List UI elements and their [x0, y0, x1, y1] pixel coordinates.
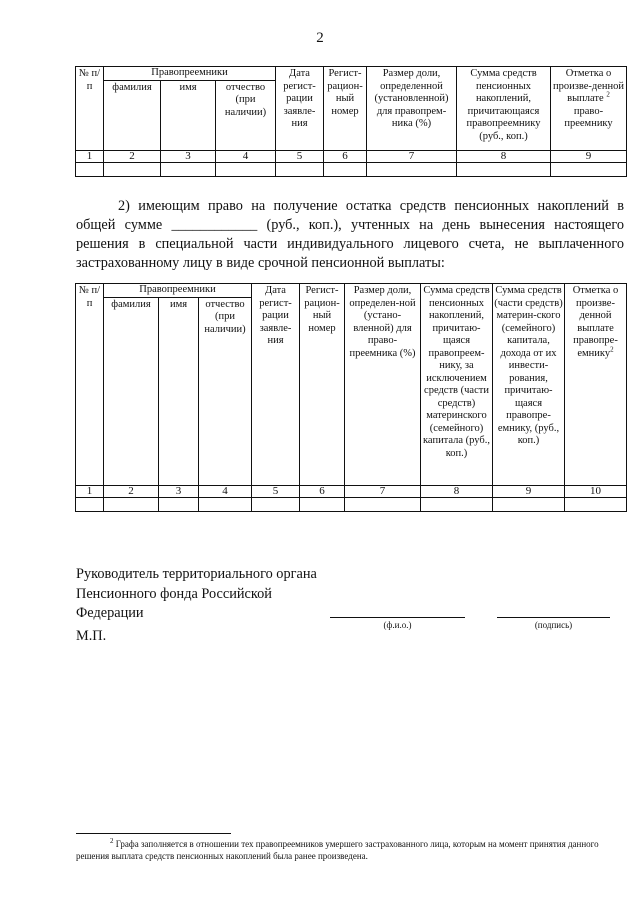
sum-blank: ____________	[171, 217, 258, 233]
column-number: 9	[551, 150, 627, 162]
empty-cell	[76, 497, 104, 511]
header-successors: Правопреемники	[104, 284, 252, 298]
footnote-divider	[76, 833, 231, 834]
header-sum: Сумма средств пенсионных накоплений, причитающаяся правопреемнику (руб., коп.)	[457, 67, 551, 151]
column-number: 3	[161, 150, 216, 162]
signatory-title-line-2: Пенсионного фонда Российской	[76, 585, 272, 602]
fio-caption: (ф.и.о.)	[383, 620, 412, 630]
header-sum-savings: Сумма средств пенсионных накоплений, причитаю-щаяся правопреем-нику, за исключением средств (части средств) материнского (семейного) капитала (руб., коп.)	[421, 284, 493, 486]
empty-cell	[324, 162, 367, 176]
empty-cell	[565, 497, 627, 511]
empty-row	[76, 162, 627, 176]
column-number: 6	[300, 485, 345, 497]
header-surname: фамилия	[104, 80, 161, 150]
column-number: 10	[565, 485, 627, 497]
header-mark: Отметка о произве-денной выплате $^2$ право-преемнику	[551, 67, 627, 151]
column-number: 3	[159, 485, 199, 497]
signature-block	[76, 565, 317, 624]
signatory-title-line-3: Федерации	[76, 605, 144, 621]
header-patronymic: отчество (при наличии)	[199, 297, 252, 485]
empty-cell	[345, 497, 421, 511]
empty-cell	[252, 497, 300, 511]
empty-cell	[493, 497, 565, 511]
header-num: № п/п	[76, 284, 104, 486]
empty-cell	[159, 497, 199, 511]
header-date: Дата регист-рации заявле-ния	[252, 284, 300, 486]
footnote-text: Графа заполняется в отношении тех правопреемников умершего застрахованного лица, которым на момент принятия данного решения выплата средств пенсионных накоплений была ранее произведена.	[76, 839, 599, 861]
header-successors: Правопреемники	[104, 67, 276, 81]
header-patronymic: отчество (при наличии)	[216, 80, 276, 150]
empty-cell	[76, 162, 104, 176]
signatory-title-line-1: Руководитель территориального органа	[76, 566, 317, 582]
signature-caption: (подпись)	[534, 620, 573, 630]
column-number: 4	[216, 150, 276, 162]
successors-table-1	[75, 66, 627, 177]
column-numbers-row	[76, 485, 627, 497]
column-number: 6	[324, 150, 367, 162]
header-name: имя	[161, 80, 216, 150]
empty-cell	[457, 162, 551, 176]
stamp-place: М.П.	[76, 628, 107, 644]
header-sum-maternal-capital: Сумма средств (части средств) материн-ского (семейного) капитала, дохода от их инвести-рования, причитаю-щаяся правопре-емнику, (руб., коп.)	[493, 284, 565, 486]
page-number: 2	[316, 30, 324, 46]
footnote	[76, 838, 626, 862]
column-number: 7	[367, 150, 457, 162]
column-number: 5	[252, 485, 300, 497]
header-mark: Отметка о произве-денной выплате правопре-емнику$^2$	[565, 284, 627, 486]
column-numbers-row	[76, 150, 627, 162]
header-share: Размер доли, определенной (установленной) для правопрем-ника (%)	[367, 67, 457, 151]
paragraph-2: 2) имеющим право на получение остатка средств пенсионных накоплений в общей сумме ____________ (руб., коп.), учтенных на день вынесения настоящего решения в специальной части индивидуального лицевого счета, не выплаченного застрахованному лицу в виде срочной пенсионной выплаты:	[76, 198, 624, 271]
signature-line	[497, 617, 610, 618]
column-number: 7	[345, 485, 421, 497]
column-number: 1	[76, 150, 104, 162]
header-num: № п/п	[76, 67, 104, 151]
empty-cell	[104, 162, 161, 176]
column-number: 8	[457, 150, 551, 162]
empty-cell	[161, 162, 216, 176]
empty-cell	[421, 497, 493, 511]
empty-cell	[551, 162, 627, 176]
header-reg-number: Регист-рацион-ный номер	[324, 67, 367, 151]
column-number: 5	[276, 150, 324, 162]
column-number: 2	[104, 150, 161, 162]
column-number: 2	[104, 485, 159, 497]
fio-line	[330, 617, 465, 618]
empty-cell	[276, 162, 324, 176]
empty-row	[76, 497, 627, 511]
empty-cell	[300, 497, 345, 511]
header-surname: фамилия	[104, 297, 159, 485]
header-share: Размер доли, определен-ной (устано-вленной) для право-преемника (%)	[345, 284, 421, 486]
header-name: имя	[159, 297, 199, 485]
empty-cell	[199, 497, 252, 511]
column-number: 8	[421, 485, 493, 497]
empty-cell	[216, 162, 276, 176]
successors-table-2	[75, 283, 627, 512]
footnote-marker: 2	[110, 837, 114, 845]
column-number: 4	[199, 485, 252, 497]
header-reg-number: Регист-рацион-ный номер	[300, 284, 345, 486]
header-date: Дата регист-рации заявле-ния	[276, 67, 324, 151]
column-number: 1	[76, 485, 104, 497]
column-number: 9	[493, 485, 565, 497]
empty-cell	[367, 162, 457, 176]
empty-cell	[104, 497, 159, 511]
